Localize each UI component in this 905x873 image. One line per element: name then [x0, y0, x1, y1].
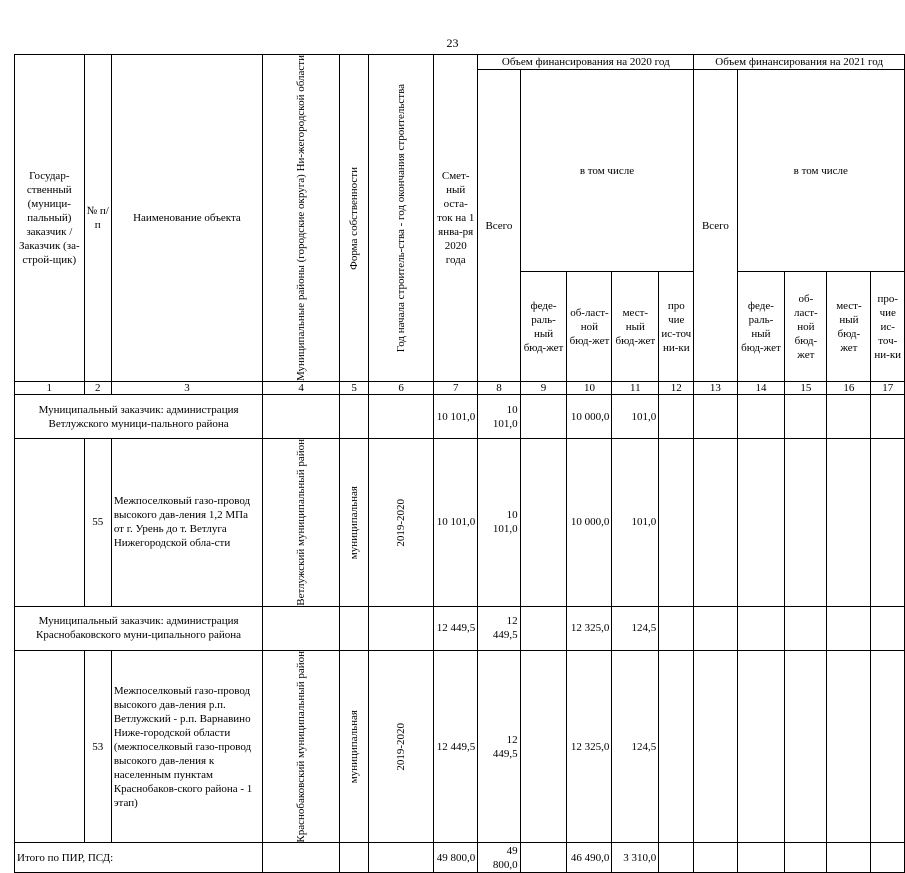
- local-2020-cell: 124,5: [612, 650, 659, 843]
- header-other-2020: про чие ис-точ ни-ки: [659, 272, 694, 382]
- object-num: 55: [84, 439, 111, 607]
- col-number: 14: [737, 382, 785, 395]
- regional-2020-cell: 12 325,0: [567, 606, 612, 650]
- header-regional-2020: об-ласт-ной бюд-жет: [567, 272, 612, 382]
- local-2020-cell: 3 310,0: [612, 843, 659, 873]
- col-number: 16: [827, 382, 871, 395]
- header-local-2021: мест-ный бюд-жет: [827, 272, 871, 382]
- header-incl-2021: в том числе: [737, 70, 904, 272]
- balance-cell: 49 800,0: [434, 843, 478, 873]
- header-federal-2021: феде-раль-ный бюд-жет: [737, 272, 785, 382]
- local-2020-cell: 101,0: [612, 395, 659, 439]
- header-ownership: Форма собственности: [340, 55, 369, 382]
- balance-cell: 10 101,0: [434, 439, 478, 607]
- object-name: Межпоселковый газо-провод высокого дав-ления 1,2 МПа от г. Урень до т. Ветлуга Нижегородской обла-сти: [111, 439, 262, 607]
- object-name: Межпоселковый газо-провод высокого дав-ления р.п. Ветлужский - р.п. Варнавино Ниже-городской области (межпоселковый газо-провод высокого дав-ления к населенным пунктам Краснобаков-ского района - 1 этап): [111, 650, 262, 843]
- col-number: 3: [111, 382, 262, 395]
- object-district: Краснобаковский муниципальный район: [263, 650, 340, 843]
- object-row: [15, 650, 905, 843]
- col-number: 15: [785, 382, 827, 395]
- header-local-2020: мест-ный бюд-жет: [612, 272, 659, 382]
- balance-cell: 12 449,5: [434, 650, 478, 843]
- col-number: 6: [369, 382, 434, 395]
- col-number: 13: [694, 382, 737, 395]
- customer-row: [15, 395, 905, 439]
- total-2020-cell: 49 800,0: [478, 843, 520, 873]
- customer-name: Муниципальный заказчик: администрация Ветлужского муници-пального района: [15, 395, 263, 439]
- regional-2020-cell: 12 325,0: [567, 650, 612, 843]
- regional-2020-cell: 46 490,0: [567, 843, 612, 873]
- object-num: 53: [84, 650, 111, 843]
- local-2020-cell: 101,0: [612, 439, 659, 607]
- object-ownership: муниципальная: [340, 439, 369, 607]
- customer-name: Муниципальный заказчик: администрация Краснобаковского муни-ципального района: [15, 606, 263, 650]
- local-2020-cell: 124,5: [612, 606, 659, 650]
- col-number: 12: [659, 382, 694, 395]
- page-number: 23: [446, 36, 459, 50]
- header-fin2021: Объем финансирования на 2021 год: [694, 55, 905, 70]
- totals-label: Итого по ПИР, ПСД:: [15, 843, 263, 873]
- col-number: 17: [871, 382, 905, 395]
- regional-2020-cell: 10 000,0: [567, 395, 612, 439]
- header-total-2020: Всего: [478, 70, 520, 382]
- total-2020-cell: 10 101,0: [478, 395, 520, 439]
- financing-table: [14, 54, 905, 873]
- col-number: 8: [478, 382, 520, 395]
- balance-cell: 12 449,5: [434, 606, 478, 650]
- regional-2020-cell: 10 000,0: [567, 439, 612, 607]
- header-years: Год начала строитель-ства - год окончания строительства: [369, 55, 434, 382]
- col-number: 10: [567, 382, 612, 395]
- object-years: 2019-2020: [369, 650, 434, 843]
- header-incl-2020: в том числе: [520, 70, 694, 272]
- totals-row: [15, 843, 905, 873]
- header-num: № п/п: [84, 55, 111, 382]
- object-row: [15, 439, 905, 607]
- col-number: 2: [84, 382, 111, 395]
- header-customer: Государ-ственный (муници-пальный) заказчик / Заказчик (за-строй-щик): [15, 55, 85, 382]
- col-number: 5: [340, 382, 369, 395]
- col-number: 9: [520, 382, 567, 395]
- col-number: 11: [612, 382, 659, 395]
- header-regional-2021: об-ласт-ной бюд-жет: [785, 272, 827, 382]
- total-2020-cell: 12 449,5: [478, 650, 520, 843]
- header-name: Наименование объекта: [111, 55, 262, 382]
- header-balance: Смет-ный оста-ток на 1 янва-ря 2020 года: [434, 55, 478, 382]
- balance-cell: 10 101,0: [434, 395, 478, 439]
- col-number: 4: [263, 382, 340, 395]
- object-years: 2019-2020: [369, 439, 434, 607]
- header-fin2020: Объем финансирования на 2020 год: [478, 55, 694, 70]
- total-2020-cell: 12 449,5: [478, 606, 520, 650]
- customer-row: [15, 606, 905, 650]
- object-ownership: муниципальная: [340, 650, 369, 843]
- header-federal-2020: феде-раль-ный бюд-жет: [520, 272, 567, 382]
- column-numbers-row: [15, 382, 905, 395]
- header-districts: Муниципальные районы (городские округа) Ни-жегородской области: [263, 55, 340, 382]
- object-district: Ветлужский муниципальный район: [263, 439, 340, 607]
- header-other-2021: про-чие ис-точ-ни-ки: [871, 272, 905, 382]
- header-total-2021: Всего: [694, 70, 737, 382]
- col-number: 7: [434, 382, 478, 395]
- col-number: 1: [15, 382, 85, 395]
- total-2020-cell: 10 101,0: [478, 439, 520, 607]
